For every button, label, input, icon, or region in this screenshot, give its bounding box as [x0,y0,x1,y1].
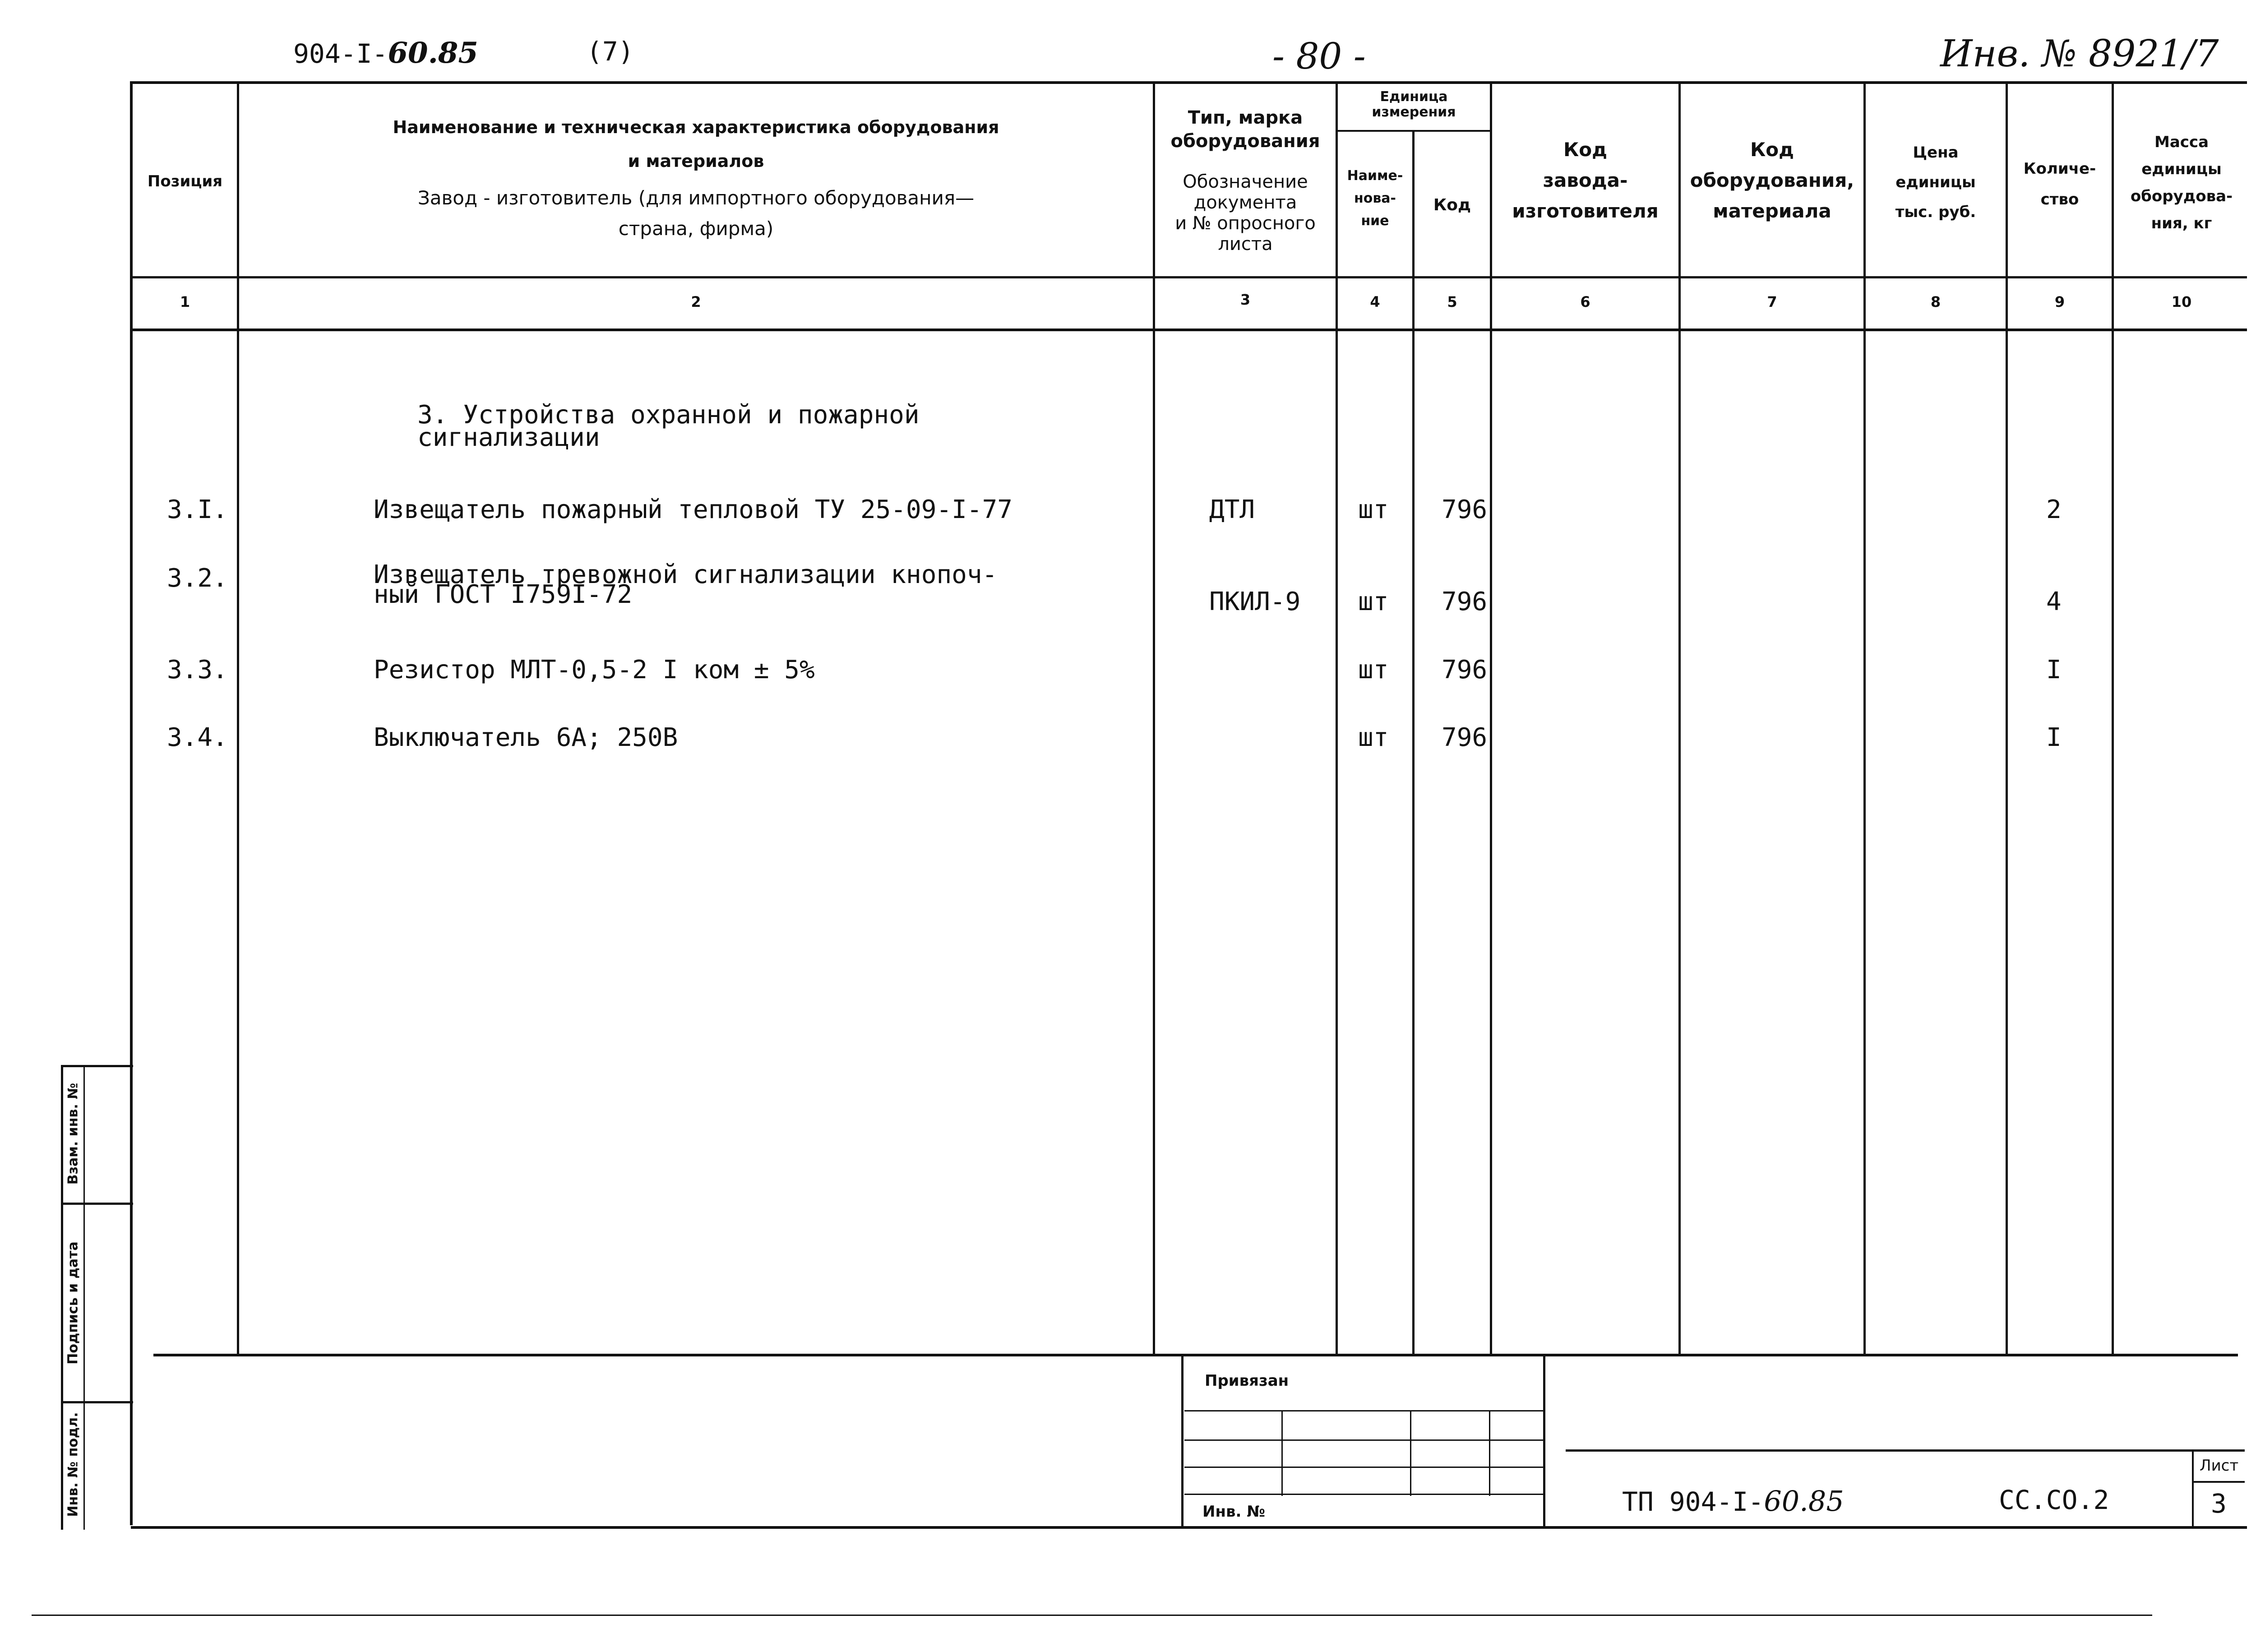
paren-number: (7) [587,36,634,67]
header-type: Тип, марка оборудования [1170,107,1320,152]
colnum-bottom-line [131,329,2247,331]
colnum-7: 7 [1767,293,1777,310]
footer-doc-hand: 60.85 [1764,1485,1844,1518]
frame-left-line [130,81,133,1525]
footer-block-left [1181,1354,1183,1527]
page-number: - 80 - [1272,35,1366,77]
row-1-name: Извещатель пожарный тепловой ТУ 25-09-I-77 [374,495,1013,524]
row-2-position: 3.2. [167,564,228,593]
colnum-6: 6 [1580,293,1590,310]
colnum-2: 2 [691,293,701,310]
header-factory-code: Код завода- изготовителя [1512,139,1659,222]
colnum-1: 1 [180,293,190,310]
col-line-5 [1490,81,1492,1356]
col-line-7 [1863,81,1866,1356]
footer-inv-no: Инв. № [1202,1503,1266,1521]
side-stamp-podpis: Подпись и дата [65,1241,81,1365]
header-name-line1: Наименование и техническая характеристика оборудования [393,117,999,137]
row-2-code: 796 [1442,587,1488,616]
header-price: Цена единицы тыс. руб. [1895,143,1976,221]
footer-sheet-code: СС.СО.2 [1999,1485,2109,1515]
doc-code-hand: 60.85 [388,36,478,70]
footer-doc-line [1566,1449,2245,1452]
row-2-unit: шт [1358,587,1389,616]
footer-sheet-box-divider [2192,1481,2245,1483]
row-2-type: ПКИЛ-9 [1209,587,1301,616]
footer-privyazan: Привязан [1205,1372,1289,1390]
colnum-5: 5 [1447,293,1457,310]
row-4-position: 3.4. [167,723,228,752]
unit-group-line [1336,130,1491,132]
footer-doc-code [1622,1485,1844,1518]
row-1-quantity: 2 [2046,495,2062,524]
footer-block-right [1543,1354,1545,1527]
outer-bottom-line [32,1615,2152,1616]
table-bottom-line [153,1354,2238,1356]
header-unit-name: Наиме- нова- ние [1347,168,1403,229]
col-line-4 [1412,131,1415,1356]
header-bottom-line [131,276,2247,278]
colnum-9: 9 [2054,293,2065,310]
side-stamp-left-line [61,1065,63,1530]
inventory-number: Инв. № 8921/7 [1940,32,2219,75]
header-equipment-code: Код оборудования, материала [1690,139,1854,222]
footer-doc-prefix: ТП 904-I- [1622,1486,1764,1517]
row-4-name: Выключатель 6А; 250В [374,723,678,752]
footer-grid-col-3 [1489,1410,1490,1496]
footer-sheet-box-left [2192,1449,2194,1528]
row-3-quantity: I [2046,655,2062,685]
col-line-1 [237,81,239,1356]
row-2-quantity: 4 [2046,587,2062,616]
header-document: Обозначение документа и № опросного листа [1175,171,1316,255]
header-name-line3: Завод - изготовитель (для импортного оборудования— [417,187,975,209]
footer-sheet-number: 3 [2211,1488,2227,1519]
row-1-position: 3.I. [167,495,228,524]
header-position: Позиция [147,172,223,190]
header-quantity: Количе- ство [2023,160,2096,208]
footer-grid-col-1 [1281,1410,1283,1496]
section-title: 3. Устройства охранной и пожарной сигнализации [417,400,920,452]
col-line-2 [1153,81,1155,1356]
footer-sheet-label: Лист [2200,1457,2239,1475]
row-3-code: 796 [1442,655,1488,685]
header-name-line2: и материалов [628,151,764,171]
header-mass: Масса единицы оборудова- ния, кг [2130,133,2233,232]
colnum-4: 4 [1370,293,1380,310]
side-stamp-divider-1 [61,1203,133,1205]
col-line-6 [1678,81,1681,1356]
side-stamp-inv-podl: Инв. № подл. [65,1412,81,1517]
colnum-3: 3 [1240,291,1251,308]
row-3-unit: шт [1358,655,1389,685]
row-1-unit: шт [1358,495,1389,524]
colnum-10: 10 [2171,293,2192,310]
row-3-position: 3.3. [167,655,228,685]
side-stamp-vzam: Взам. инв. № [65,1083,81,1185]
header-name-line4: страна, фирма) [618,217,774,240]
row-4-code: 796 [1442,723,1488,752]
row-3-name: Резистор МЛТ-0,5-2 I ком ± 5% [374,655,815,685]
doc-code-prefix: 904-I- [293,38,388,69]
row-4-quantity: I [2046,723,2062,752]
col-line-9 [2112,81,2114,1356]
row-1-type: ДТЛ [1209,495,1255,524]
row-2-name: Извещатель тревожной сигнализации кнопоч- ный ГОСТ I759I-72 [374,560,998,609]
col-line-8 [2006,81,2008,1356]
col-line-3 [1336,81,1338,1356]
colnum-8: 8 [1930,293,1941,310]
frame-bottom-line [131,1526,2247,1529]
header-unit-code: Код [1433,196,1471,214]
row-1-code: 796 [1442,495,1488,524]
header-unit-group: Единица измерения [1372,89,1456,120]
side-stamp-inner-line [83,1065,85,1530]
footer-grid-col-2 [1410,1410,1411,1496]
frame-top-line [131,81,2247,84]
row-4-unit: шт [1358,723,1389,752]
doc-code [293,36,478,70]
